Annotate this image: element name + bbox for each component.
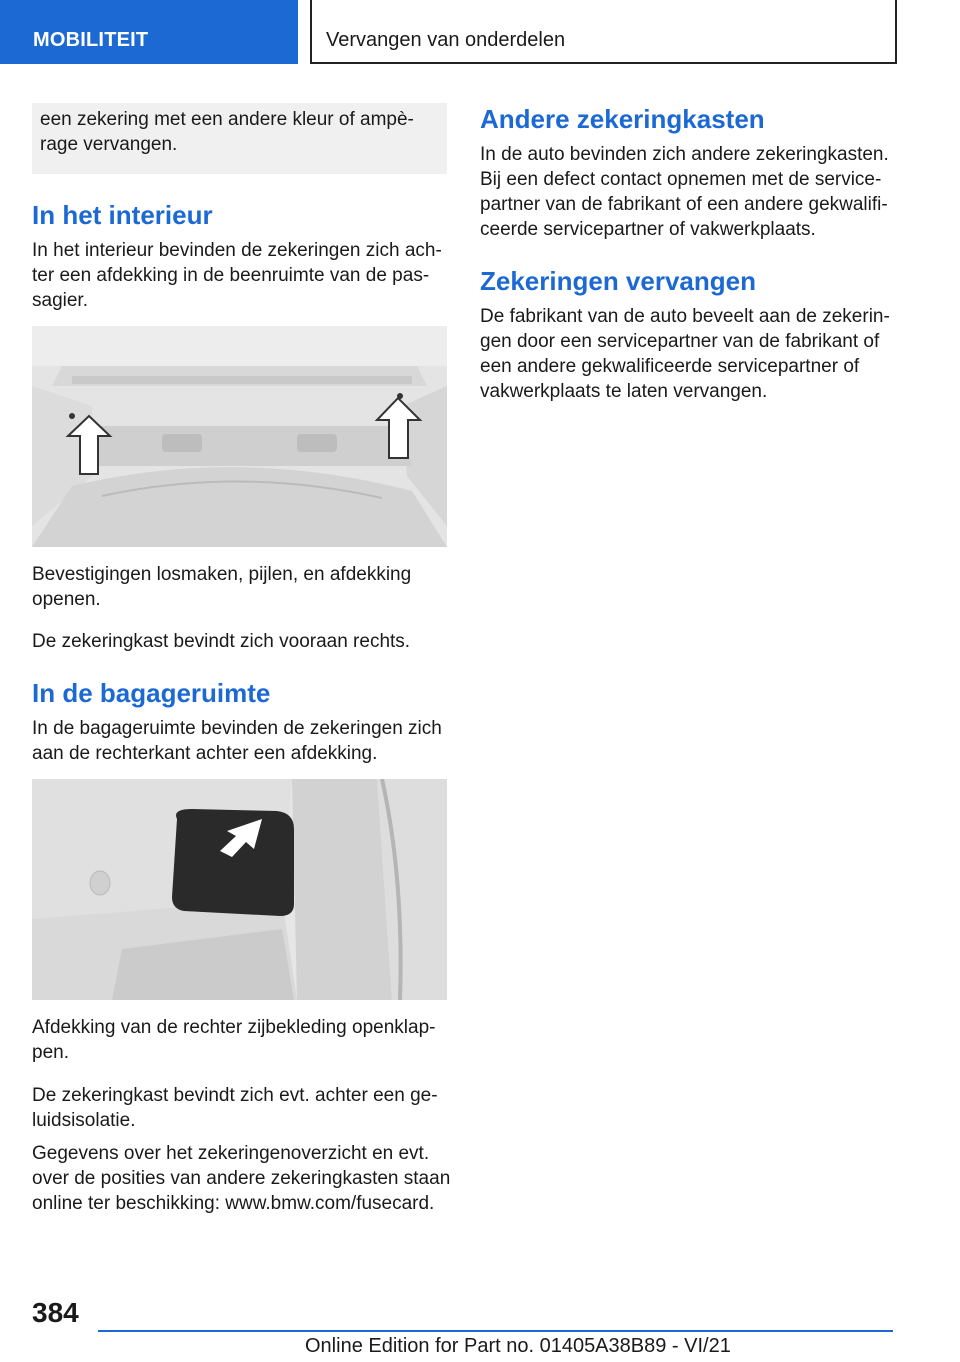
edition-text: Online Edition for Part no. 01405A38B89 - VI/21: [305, 1335, 731, 1357]
trunk-cover-image: [32, 779, 447, 1000]
para-interior: In het interieur bevinden de zekeringen zich ach- ter een afdekking in de beenruimte van de pas- sagier.: [32, 240, 442, 311]
chapter-header: [310, 0, 897, 64]
section-tab: [0, 0, 298, 64]
para-online: Gegevens over het zekeringenoverzicht en evt. over de posities van andere zekeringkasten staan online ter beschikking: www.bmw.com/fusecard.: [32, 1143, 451, 1214]
trunk-cover-illustration: [32, 779, 447, 1000]
note-box: [32, 103, 447, 174]
para-front-right: De zekeringkast bevindt zich vooraan rechts.: [32, 631, 411, 652]
page-number: 384: [32, 1297, 79, 1328]
chapter-title: Vervangen van onderdelen: [326, 29, 566, 51]
section-title: MOBILITEIT: [33, 29, 149, 51]
heading-trunk: In de bagageruimte: [32, 678, 271, 708]
footer-rule: [98, 1330, 893, 1332]
note-text: een zekering met een andere kleur of ampè- rage vervangen.: [40, 109, 414, 155]
interior-footwell-illustration: [32, 326, 447, 547]
caption-trunk: Afdekking van de rechter zijbekleding openklap- pen.: [32, 1017, 436, 1063]
para-replace-fuses: De fabrikant van de auto beveelt aan de zekerin- gen door een servicepartner van de fabrikant of een andere gekwalificeerde servicepartner of vakwerkplaats te laten vervangen.: [480, 306, 890, 402]
para-other-fuseboxes: In de auto bevinden zich andere zekeringkasten. Bij een defect contact opnemen met de service- partner van de fabrikant of een andere gekwalifi- ceerde servicepartner of vakwerkplaats.: [480, 144, 889, 240]
para-trunk: In de bagageruimte bevinden de zekeringen zich aan de rechterkant achter een afdekking.: [32, 718, 442, 764]
interior-footwell-image: [32, 326, 447, 547]
para-insulation: De zekeringkast bevindt zich evt. achter een ge- luidsisolatie.: [32, 1085, 438, 1131]
heading-interior: In het interieur: [32, 200, 213, 230]
heading-other-fuseboxes: Andere zekeringkasten: [480, 104, 765, 134]
caption-interior: Bevestigingen losmaken, pijlen, en afdekking openen.: [32, 564, 412, 610]
heading-replace-fuses: Zekeringen vervangen: [480, 266, 756, 296]
